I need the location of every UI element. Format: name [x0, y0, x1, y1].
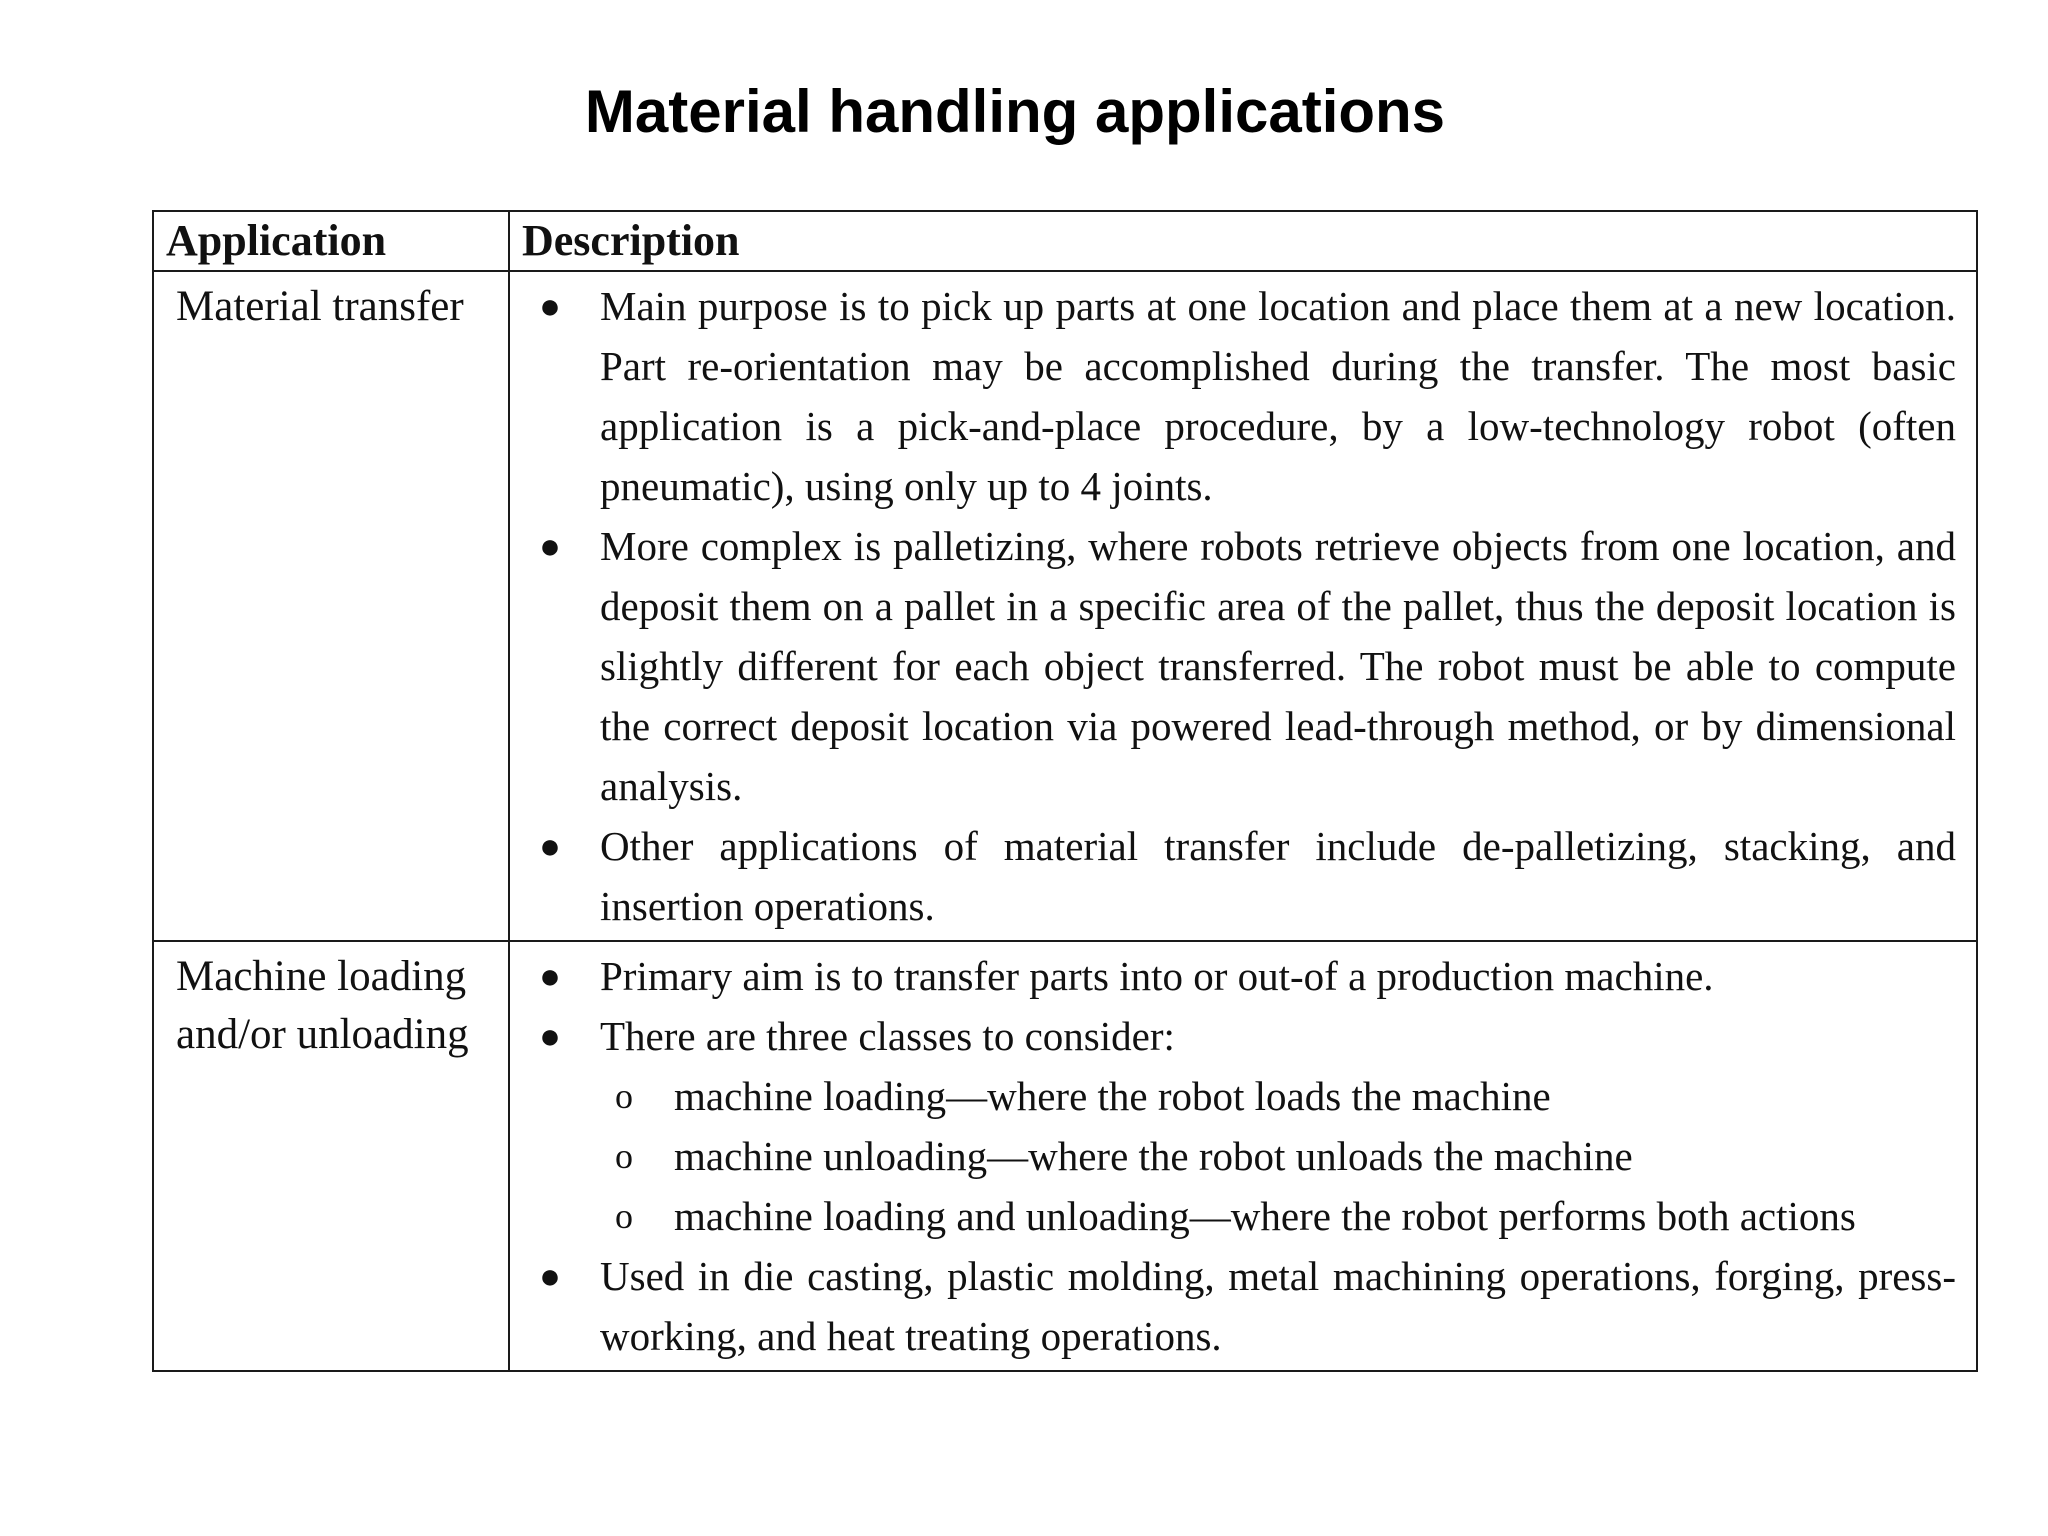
- sub-list-item-text: machine loading—where the robot loads the machine: [674, 1073, 1551, 1119]
- bullet-icon: ●: [539, 826, 561, 866]
- sub-bullet-list: [600, 1066, 1956, 1246]
- list-item: [510, 946, 1956, 1006]
- list-item: [510, 276, 1956, 516]
- list-item-text: More complex is palletizing, where robots retrieve objects from one location, and deposit them on a pallet in a specific area of the pallet, thus the deposit location is slightly different for each object transferred. The robot must be able to compute the correct deposit location via powered lead-through method, or by dimensional analysis.: [600, 523, 1956, 809]
- sub-list-item-text: machine unloading—where the robot unloads the machine: [674, 1133, 1633, 1179]
- bullet-icon: ●: [539, 1016, 561, 1056]
- sub-list-item: [600, 1126, 1956, 1186]
- bullet-list: [510, 276, 1956, 936]
- table-row: [153, 941, 1977, 1371]
- circle-bullet-icon: o: [615, 1136, 633, 1176]
- sub-list-item: [600, 1186, 1956, 1246]
- description-cell: [509, 941, 1977, 1371]
- description-cell: [509, 271, 1977, 941]
- list-item-text: Used in die casting, plastic molding, metal machining operations, forging, press-working, and heat treating operations.: [600, 1253, 1956, 1359]
- header-application: Application: [153, 211, 509, 271]
- table-header-row: [153, 211, 1977, 271]
- sub-list-item-text: machine loading and unloading—where the robot performs both actions: [674, 1193, 1856, 1239]
- bullet-icon: ●: [539, 526, 561, 566]
- header-description: Description: [509, 211, 1977, 271]
- list-item-text: Primary aim is to transfer parts into or out-of a production machine.: [600, 953, 1714, 999]
- list-item-text: Main purpose is to pick up parts at one location and place them at a new location. Part re-orientation may be accomplished during the transfer. The most basic application is a pick-and-place procedure, by a low-technology robot (often pneumatic), using only up to 4 joints.: [600, 283, 1956, 509]
- list-item: [510, 516, 1956, 816]
- list-item-text: There are three classes to consider:: [600, 1013, 1175, 1059]
- list-item-text: Other applications of material transfer include de-palletizing, stacking, and insertion operations.: [600, 823, 1956, 929]
- application-cell: Material transfer: [153, 271, 509, 941]
- circle-bullet-icon: o: [615, 1196, 633, 1236]
- table-row: [153, 271, 1977, 941]
- circle-bullet-icon: o: [615, 1076, 633, 1116]
- bullet-icon: ●: [539, 286, 561, 326]
- sub-list-item: [600, 1066, 1956, 1126]
- bullet-icon: ●: [539, 956, 561, 996]
- list-item: [510, 1246, 1956, 1366]
- bullet-icon: ●: [539, 1256, 561, 1296]
- application-cell: Machine loading and/or unloading: [153, 941, 509, 1371]
- list-item: [510, 816, 1956, 936]
- bullet-list: [510, 946, 1956, 1366]
- page-title: Material handling applications: [584, 78, 1446, 145]
- list-item: [510, 1006, 1956, 1246]
- applications-table: [152, 210, 1978, 1372]
